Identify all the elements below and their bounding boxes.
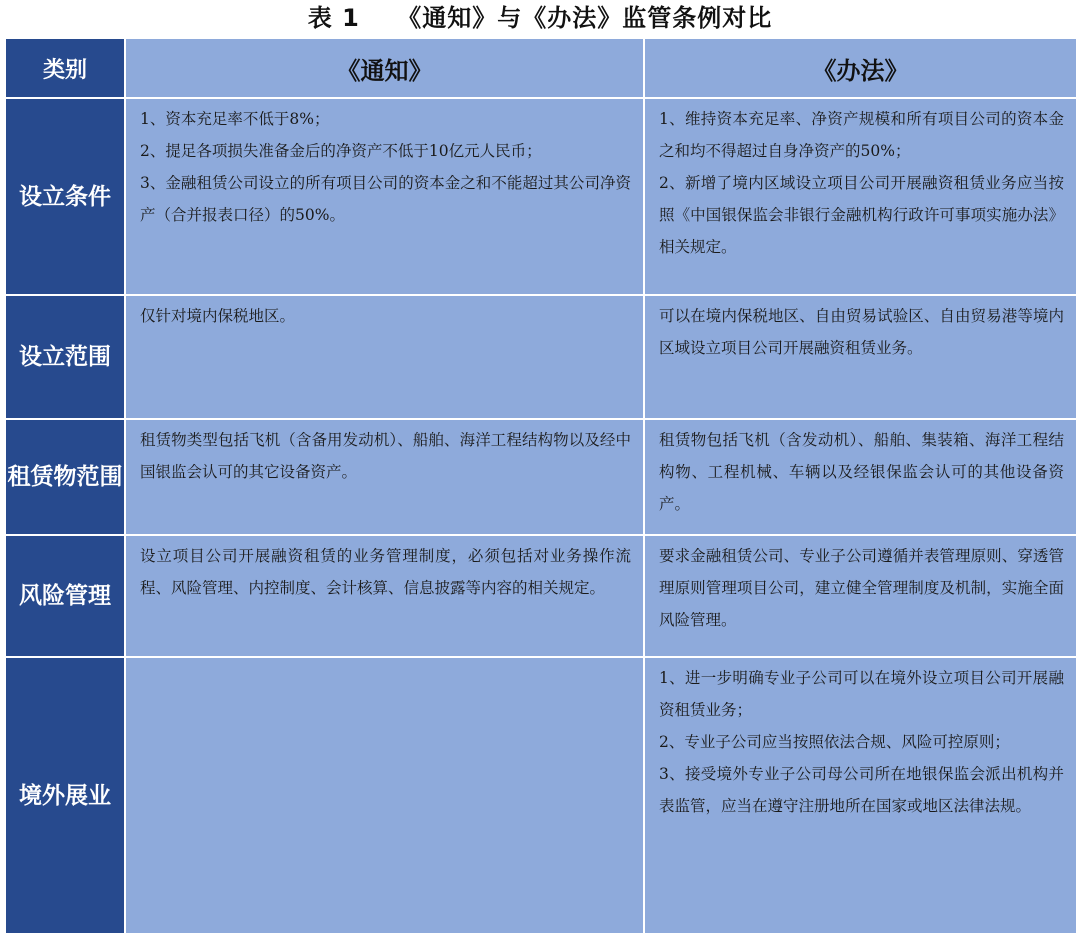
measures-cell bbox=[644, 419, 1077, 535]
table-row bbox=[5, 657, 1077, 934]
measures-item: 租赁物包括飞机（含发动机）、船舶、集装箱、海洋工程结构物、工程机械、车辆以及经银保监会认可的其他设备资产。 bbox=[659, 431, 1064, 513]
category-cell bbox=[5, 535, 125, 657]
measures-item: 2、专业子公司应当按照依法合规、风险可控原则； bbox=[659, 733, 1010, 751]
measures-item: 1、进一步明确专业子公司可以在境外设立项目公司开展融资租赁业务； bbox=[659, 669, 1064, 719]
notice-item: 租赁物类型包括飞机（含备用发动机）、船舶、海洋工程结构物以及经中国银监会认可的其它设备资产。 bbox=[140, 431, 631, 481]
comparison-table bbox=[4, 37, 1078, 935]
header-category: 类别 bbox=[5, 38, 125, 98]
measures-cell bbox=[644, 657, 1077, 934]
notice-item: 仅针对境内保税地区。 bbox=[140, 307, 296, 325]
measures-item: 可以在境内保税地区、自由贸易试验区、自由贸易港等境内区域设立项目公司开展融资租赁业务。 bbox=[659, 307, 1064, 357]
notice-cell bbox=[125, 98, 644, 295]
table-row bbox=[5, 535, 1077, 657]
table-title: 表 1 《通知》与《办法》监管条例对比 bbox=[307, 4, 773, 32]
header-measures: 《办法》 bbox=[644, 38, 1077, 98]
category-label: 租赁物范围 bbox=[7, 464, 123, 490]
notice-cell bbox=[125, 657, 644, 934]
notice-cell bbox=[125, 419, 644, 535]
notice-item: 2、提足各项损失准备金后的净资产不低于10亿元人民币； bbox=[140, 142, 542, 160]
table-row bbox=[5, 98, 1077, 295]
category-cell bbox=[5, 98, 125, 295]
category-label: 境外展业 bbox=[19, 782, 111, 809]
measures-cell bbox=[644, 295, 1077, 419]
measures-cell bbox=[644, 535, 1077, 657]
category-cell bbox=[5, 657, 125, 934]
notice-cell bbox=[125, 295, 644, 419]
notice-item: 设立项目公司开展融资租赁的业务管理制度，必须包括对业务操作流程、风险管理、内控制度、会计核算、信息披露等内容的相关规定。 bbox=[140, 547, 631, 597]
header-notice: 《通知》 bbox=[125, 38, 644, 98]
category-label: 设立条件 bbox=[19, 183, 111, 210]
measures-item: 3、接受境外专业子公司母公司所在地银保监会派出机构并表监管，应当在遵守注册地所在国家或地区法律法规。 bbox=[659, 765, 1064, 815]
table-row bbox=[5, 419, 1077, 535]
table-row bbox=[5, 295, 1077, 419]
measures-item: 2、新增了境内区域设立项目公司开展融资租赁业务应当按照《中国银保监会非银行金融机构行政许可事项实施办法》相关规定。 bbox=[659, 174, 1064, 256]
notice-cell bbox=[125, 535, 644, 657]
notice-item: 1、资本充足率不低于8%； bbox=[140, 110, 330, 128]
measures-item: 要求金融租赁公司、专业子公司遵循并表管理原则、穿透管理原则管理项目公司，建立健全管理制度及机制，实施全面风险管理。 bbox=[659, 547, 1064, 629]
measures-cell bbox=[644, 98, 1077, 295]
header-row bbox=[5, 38, 1077, 98]
category-label: 风险管理 bbox=[19, 583, 111, 609]
measures-item: 1、维持资本充足率、净资产规模和所有项目公司的资本金之和均不得超过自身净资产的50%； bbox=[659, 110, 1064, 160]
notice-item: 3、金融租赁公司设立的所有项目公司的资本金之和不能超过其公司净资产（合并报表口径）的50%。 bbox=[140, 174, 631, 224]
category-cell bbox=[5, 295, 125, 419]
category-cell bbox=[5, 419, 125, 535]
category-label: 设立范围 bbox=[19, 344, 111, 370]
